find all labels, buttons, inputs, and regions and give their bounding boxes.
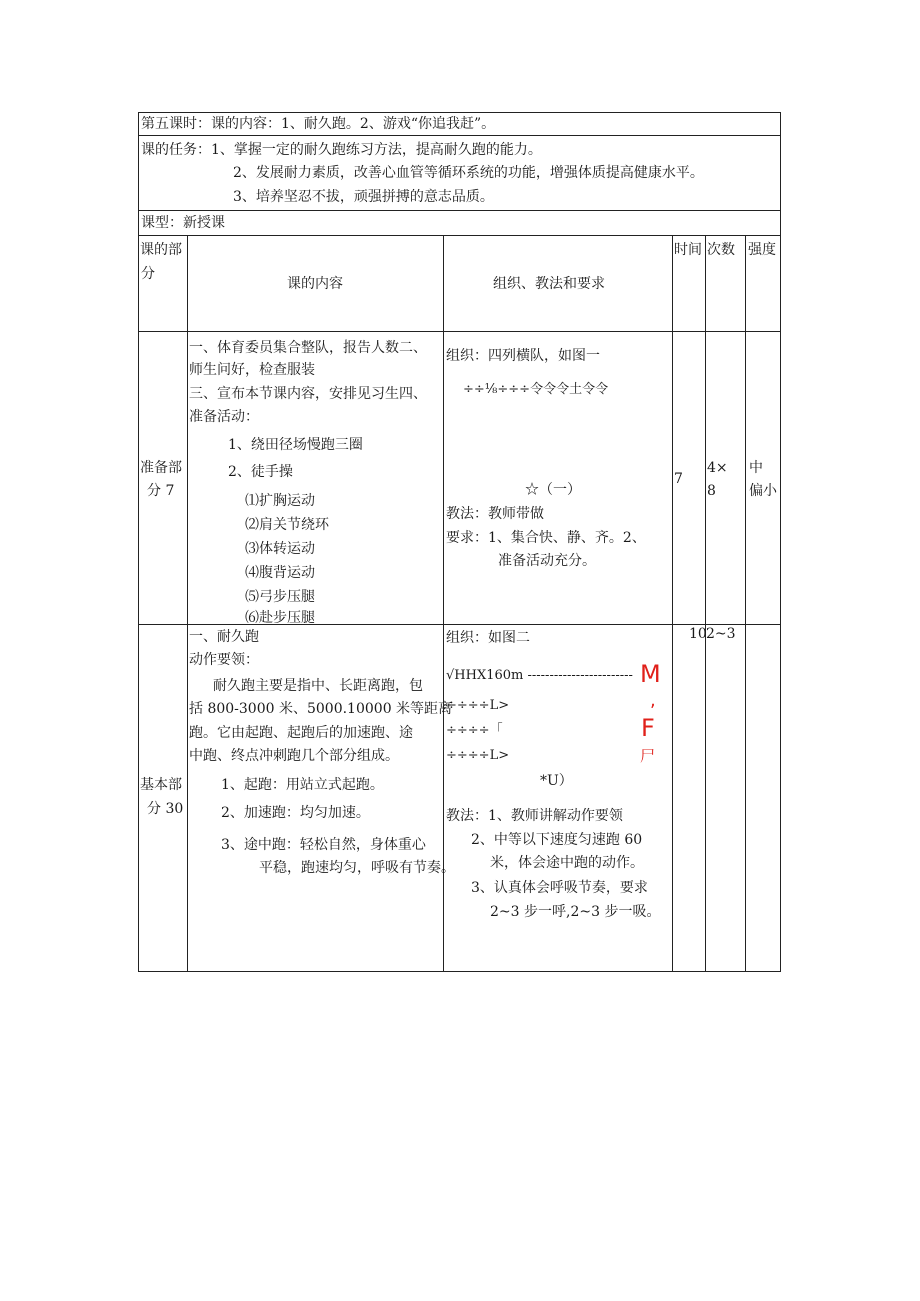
- column-divider: [745, 235, 746, 972]
- red-mark-m: M: [640, 660, 661, 688]
- row-divider: [138, 331, 781, 332]
- basic-content-paragraph: 耐久跑主要是指中、长距离跑，包: [213, 678, 423, 694]
- basic-content-subtitle: 动作要领：: [189, 652, 259, 668]
- basic-organization: 组织：如图二: [446, 630, 530, 646]
- basic-teaching-5: 2~3 步一呼,2~3 步一吸。: [490, 904, 661, 920]
- prep-exercise-item: ⑵肩关节绕环: [245, 517, 329, 533]
- task-line-2: 2、发展耐力素质，改善心血管等循环系统的功能，增强体质提高健康水平。: [233, 165, 704, 181]
- red-mark-f: F: [641, 714, 655, 742]
- row-divider: [138, 210, 781, 211]
- prep-content-line: 准备活动：: [189, 409, 259, 425]
- lesson-title: 第五课时：课的内容：1、耐久跑。2、游戏“你追我赶”。: [141, 116, 496, 132]
- prep-content-line: 三、宣布本节课内容，安排见习生四、: [189, 386, 427, 402]
- row-divider: [138, 135, 781, 136]
- basic-part-label: 基本部: [140, 777, 182, 793]
- col-header-count: 次数: [707, 242, 735, 258]
- col-header-part-2: 分: [141, 266, 155, 282]
- prep-formation-diagram: ÷÷⅛÷÷÷令令令土令令: [463, 382, 609, 397]
- basic-teaching-1: 教法：1、教师讲解动作要领: [446, 808, 623, 824]
- basic-part-label-2: 分 30: [147, 801, 184, 817]
- basic-formation-caption: *U）: [540, 773, 573, 789]
- basic-count: 2~3: [706, 626, 736, 642]
- task-line-1: 课的任务：1、掌握一定的耐久跑练习方法，提高耐久跑的能力。: [141, 142, 542, 158]
- prep-exercise-item: ⑴扩胸运动: [245, 493, 315, 509]
- basic-content-paragraph: 中跑、终点冲刺跑几个部分组成。: [189, 748, 399, 764]
- basic-formation-row: ÷÷÷÷「: [446, 723, 503, 738]
- column-divider: [187, 235, 188, 972]
- red-mark-comma: ,: [650, 690, 656, 711]
- basic-formation-row: ÷÷÷÷L>: [446, 748, 510, 763]
- prep-count: 4×: [707, 460, 728, 476]
- prep-time: 7: [674, 471, 683, 487]
- col-header-content: 课的内容: [287, 276, 343, 292]
- prep-exercise-item: ⑶体转运动: [245, 541, 315, 557]
- basic-time: 10: [689, 626, 707, 642]
- basic-step-midway-2: 平稳，跑速均匀，呼吸有节奏。: [259, 860, 455, 876]
- column-divider: [672, 235, 673, 972]
- basic-content-paragraph: 跑。它由起跑、起跑后的加速跑、途: [189, 725, 413, 741]
- prep-part-label: 准备部: [140, 460, 182, 476]
- prep-intensity: 中: [749, 460, 763, 476]
- basic-step-accelerate: 2、加速跑：均匀加速。: [221, 805, 370, 821]
- row-divider: [138, 624, 781, 625]
- basic-step-midway: 3、途中跑：轻松自然，身体重心: [221, 837, 426, 853]
- col-header-method: 组织、教法和要求: [493, 276, 605, 292]
- prep-exercise-item-clipped: [245, 608, 315, 623]
- prep-organization: 组织：四列横队，如图一: [446, 348, 600, 364]
- prep-exercise-item: ⑸弓步压腿: [245, 589, 315, 605]
- prep-intensity-2: 偏小: [749, 483, 777, 499]
- column-divider: [705, 235, 706, 972]
- prep-count-2: 8: [707, 483, 716, 499]
- prep-exercise-item: ⑷腹背运动: [245, 565, 315, 581]
- basic-content-title: 一、耐久跑: [189, 629, 259, 645]
- basic-track-line: √HHX160m ------------------------: [446, 668, 633, 683]
- red-mark-hu: 尸: [640, 747, 656, 765]
- basic-step-start: 1、起跑：用站立式起跑。: [221, 777, 384, 793]
- prep-part-label-2: 分 7: [147, 483, 175, 499]
- prep-formation-caption: ☆（一）: [525, 482, 581, 498]
- prep-requirement: 要求：1、集合快、静、齐。2、: [446, 530, 646, 546]
- prep-content-line: 1、绕田径场慢跑三圈: [228, 437, 363, 453]
- col-header-time: 时间: [674, 242, 702, 258]
- prep-content-line: 一、体育委员集合整队，报告人数二、: [189, 340, 427, 356]
- prep-requirement-2: 准备活动充分。: [498, 553, 596, 569]
- col-header-part: 课的部: [140, 242, 182, 258]
- prep-exercise-item: ⑹赴步压腿: [245, 610, 315, 623]
- basic-teaching-4: 3、认真体会呼吸节奏，要求: [471, 880, 648, 896]
- basic-formation-row: ÷÷÷÷L>: [446, 698, 510, 713]
- col-header-intensity: 强度: [748, 242, 776, 258]
- prep-content-line: 2、徒手操: [228, 464, 293, 480]
- task-line-3: 3、培养坚忍不拔，顽强拼搏的意志品质。: [233, 189, 494, 205]
- basic-content-paragraph: 括 800-3000 米、5000.10000 米等距离: [189, 701, 453, 717]
- basic-teaching-2: 2、中等以下速度匀速跑 60: [471, 832, 643, 848]
- prep-content-line: 师生问好，检查服装: [189, 362, 315, 378]
- row-divider: [138, 235, 781, 236]
- lesson-type: 课型：新授课: [141, 215, 225, 231]
- basic-teaching-3: 米，体会途中跑的动作。: [490, 855, 644, 871]
- prep-teaching-method: 教法：教师带做: [446, 506, 544, 522]
